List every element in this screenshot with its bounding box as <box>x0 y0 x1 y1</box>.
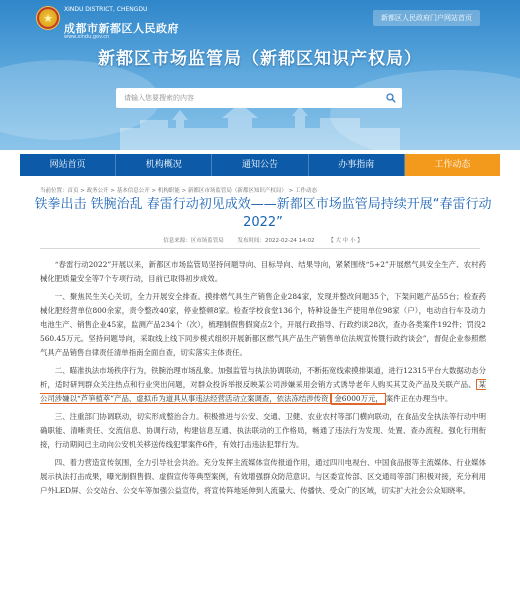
national-emblem-icon: ★ <box>36 6 60 30</box>
divider <box>40 248 480 249</box>
breadcrumb[interactable]: 当前位置：首页 > 政务公开 > 基本信息公开 > 机构职能 > 新都区市场监管局（新都区知识产权局） > 工作动态 <box>40 188 318 194</box>
article-paragraph: 四、着力营造宣传氛围，全力引导社会共治。充分发挥主流媒体宣传报道作用，通过四川电视台、中国食品报等主流媒体、行业媒体展示执法打击成果，曝光制假售假、虚假宣传等典型案例，有效增强群众防范意识。与区委宣传部、区交通局等部门积极对接，充分利用户外LED屏、公交站台、公交车等加强公益宣传，将宣传阵地延伸到人流量大、传播快、受众广的区域，切实扩大社会公众知晓率。 <box>40 458 486 495</box>
article-paragraph: 一、聚焦民生关心关切，全力开展安全排查。摸排燃气具生产销售企业284家，发现并整改问题35个，下架问题产品55台；检查药械化肥经营单位800余家，责令整改40家，停业整顿8家。检查学校食堂136个，特种设备生产使用单位98家（户），电动自行车及动力电池生产、销售企业45家，监测产品234个（次），梳理制假售假窝点2个，开展行政指导、行政约谈28次，查办各类案件192件；罚没2560.45万元。坚持问题导向，采取线上线下同步模式组织开展新都区燃气具产品生产销售单位法规宣传暨行政约谈会”，督促企业参照燃气具产品销售自律责任清单指南全面自查，切实落实主体责任。 <box>40 292 486 357</box>
nav-item-about[interactable]: 机构概况 <box>116 154 212 176</box>
annotation-box: 金6000万元， <box>331 393 385 405</box>
paragraph-text: 二、瞄准执法市场秩序行为，铁腕治理市场乱象。加强监管与执法协调联动，不断拓宽线索摸排渠道，进行12315平台大数据动态分析，适时研判群众关注热点和行业突出问题，对群众投诉举报反映某公司涉嫌采用会销方式诱导老年人购买其艾灸产品及关联产品、 <box>40 366 486 389</box>
bureau-title: 新都区市场监管局（新都区知识产权局） <box>98 49 422 69</box>
article-paragraph: 三、注重部门协调联动，切实形成整治合力。积极推进与公安、交通、卫健、农业农村等部门横向联动，在食品安全执法等行动中明确职能、清晰责任、交流信息、协调行动，构建信息互通、执法联动的工作格局，畅通了违法行为发现、处置、查办流程。强化行刑衔接，行动期间已主动向公安机关移送传线犯罪案件6件，有效打击违法犯罪行为。 <box>40 412 486 449</box>
article-meta <box>28 236 498 244</box>
search-input[interactable]: 请输入您要搜索的内容 <box>124 94 194 102</box>
site-english-name: XINDU DISTRICT, CHENGDU <box>64 6 148 13</box>
site-name[interactable]: 成都市新都区人民政府 <box>64 22 179 35</box>
nav-item-news[interactable]: 工作动态 <box>405 154 500 176</box>
article-paragraph: “春雷行动2022”开展以来，新都区市场监管局坚持问题导向、目标导向、结果导向，紧紧围绕“5+2”开展燃气具安全生产、农村药械化肥质量安全等7个专项行动，目前已取得初步成效。 <box>40 260 486 283</box>
font-size-selector[interactable]: 【 大 中 小 】 <box>328 238 363 244</box>
article-date: 发布时间：2022-02-24 14:02 <box>237 238 315 244</box>
search-icon[interactable] <box>380 88 402 108</box>
nav-item-notices[interactable]: 通知公告 <box>212 154 308 176</box>
article-title: 铁拳出击 铁腕治乱 春雷行动初见成效——新都区市场监管局持续开展“春雷行动2022” <box>34 197 492 230</box>
main-nav <box>20 154 500 176</box>
annotation-box: 某公司涉嫌以“芦笋植萃”产品、虚拟币为道具从事违法经营活动立案调查，依法冻结涉传资 <box>40 380 486 403</box>
search-bar <box>116 88 402 108</box>
site-header <box>0 0 520 150</box>
nav-item-home[interactable]: 网站首页 <box>20 154 116 176</box>
nav-item-guide[interactable]: 办事指南 <box>309 154 405 176</box>
article-body <box>40 258 486 502</box>
paragraph-text: 案件正在办理当中。 <box>385 394 453 403</box>
article-paragraph-highlighted <box>40 364 486 406</box>
portal-home-link[interactable]: 新都区人民政府门户网站首页 <box>373 10 480 26</box>
article-source: 信息来源：区市场监管局 <box>163 238 224 244</box>
site-url: www.xindu.gov.cn <box>64 34 110 40</box>
